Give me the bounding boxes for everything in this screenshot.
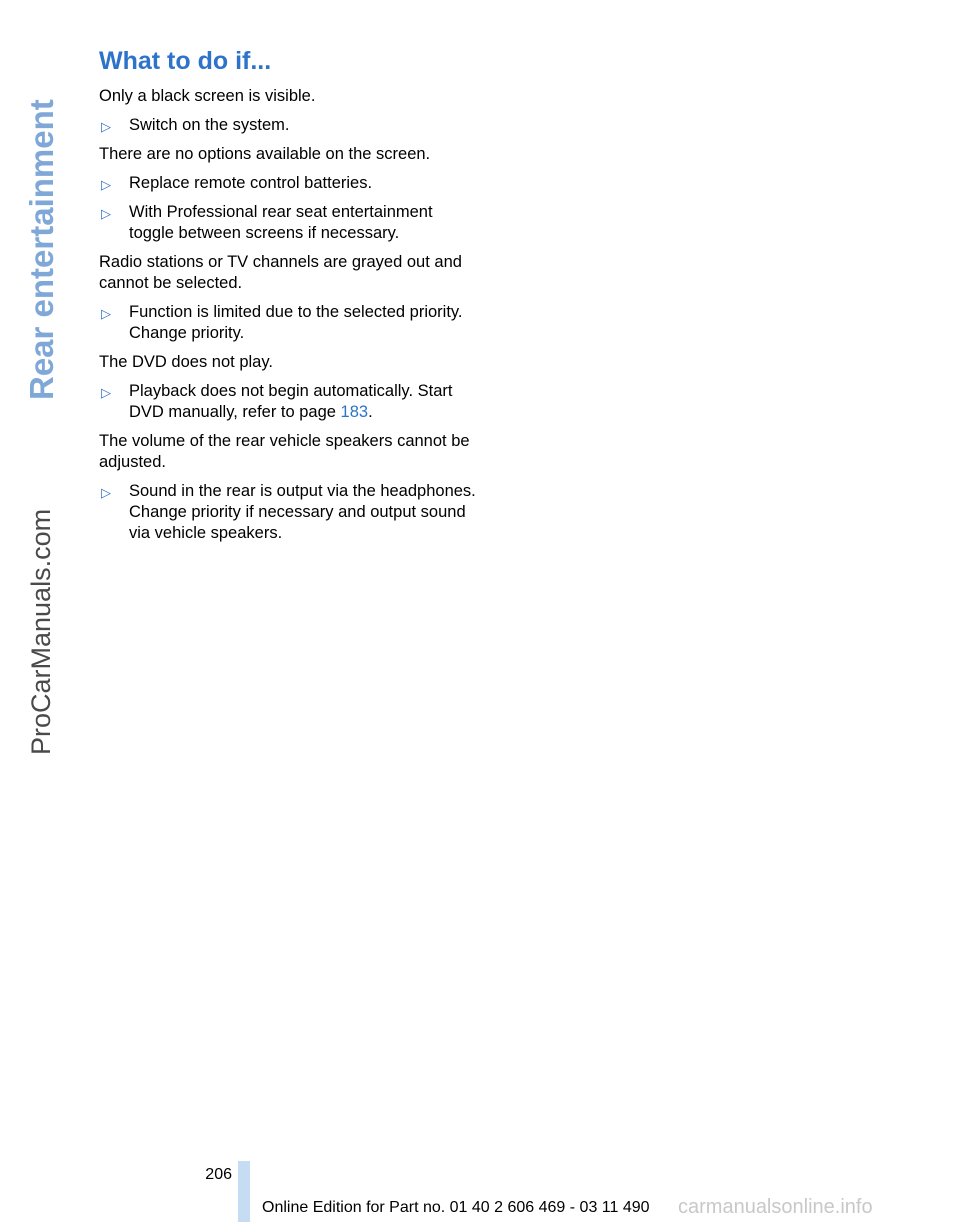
bullet-item (99, 481, 479, 544)
section-title-vertical: Rear entertainment (23, 99, 60, 400)
footer-edition: Online Edition for Part no. 01 40 2 606 469 - 03 11 490 (262, 1199, 650, 1216)
page-reference-link[interactable]: 183 (340, 403, 369, 421)
page-number: 206 (205, 1166, 232, 1183)
bullet-text: Function is limited due to the selected priority. Change priority. (129, 303, 463, 342)
main-content (99, 44, 479, 552)
watermark-vertical: ProCarManuals.com (26, 508, 56, 755)
triangle-bullet-icon: ▷ (101, 177, 111, 192)
triangle-bullet-icon: ▷ (101, 206, 111, 221)
triangle-bullet-icon: ▷ (101, 385, 111, 400)
bullet-text: With Professional rear seat entertainment toggle between screens if necessary. (129, 203, 433, 242)
bullet-item (99, 173, 479, 194)
triangle-bullet-icon: ▷ (101, 485, 111, 500)
bullet-text: Switch on the system. (129, 116, 290, 134)
bullet-text: Playback does not begin automatically. Start DVD manually, refer to page (129, 382, 453, 421)
footer-accent-bar (238, 1161, 250, 1222)
bullet-text: Replace remote control batteries. (129, 174, 373, 192)
problem-no-options: There are no options available on the screen. (99, 145, 431, 163)
triangle-bullet-icon: ▷ (101, 119, 111, 134)
bullet-item (99, 381, 479, 423)
bullet-item (99, 115, 479, 136)
bullet-item (99, 202, 479, 244)
bullet-text-end: . (368, 403, 373, 421)
problem-grayed-out: Radio stations or TV channels are grayed out and cannot be selected. (99, 253, 462, 292)
problem-black-screen: Only a black screen is visible. (99, 87, 316, 105)
footer-watermark: carmanualsonline.info (678, 1196, 873, 1218)
triangle-bullet-icon: ▷ (101, 306, 111, 321)
bullet-item (99, 302, 479, 344)
problem-volume: The volume of the rear vehicle speakers cannot be adjusted. (99, 432, 470, 471)
page-heading: What to do if... (99, 47, 272, 75)
bullet-text: Sound in the rear is output via the headphones. Change priority if necessary and output sound via vehicle speakers. (129, 482, 476, 542)
problem-dvd: The DVD does not play. (99, 353, 273, 371)
